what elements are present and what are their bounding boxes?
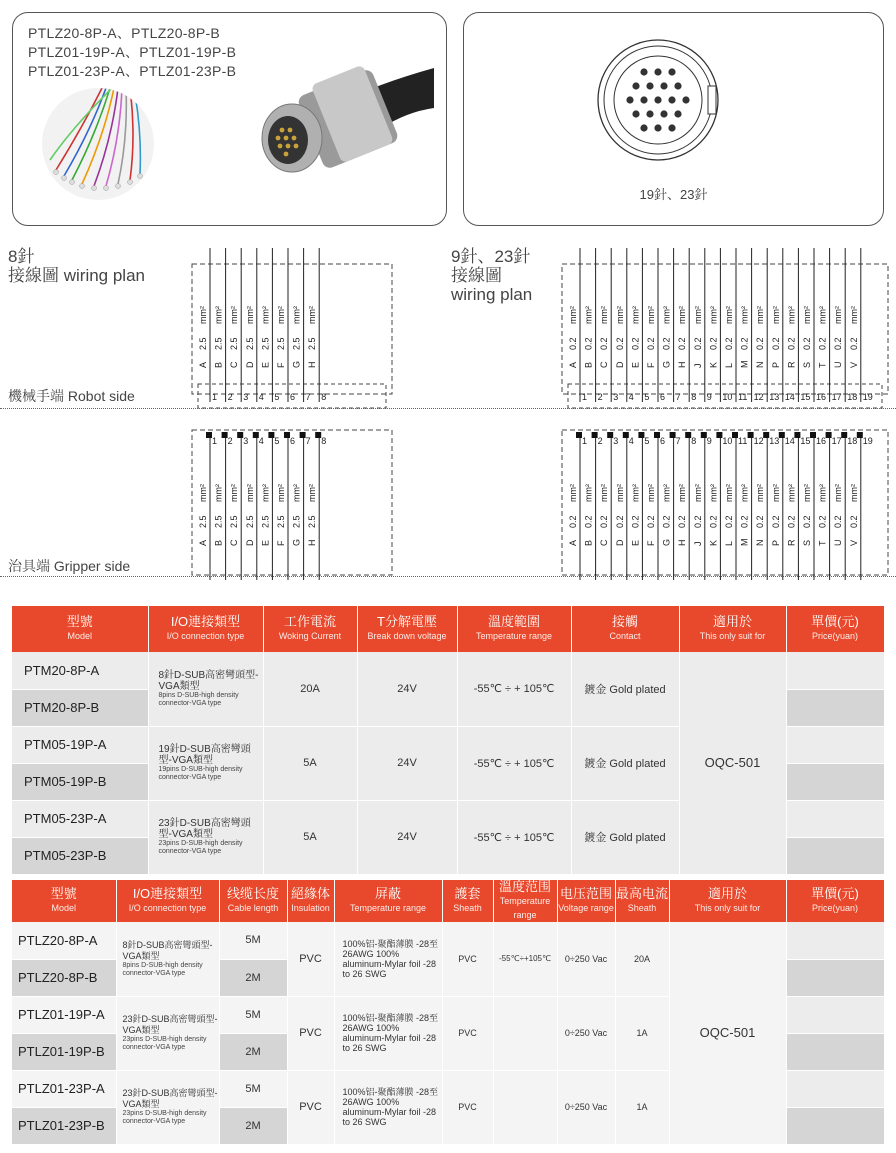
price-cell bbox=[786, 1033, 884, 1070]
column-header-en: Cable length bbox=[227, 903, 279, 913]
pin-number: 8 bbox=[321, 392, 327, 402]
current-cell: 20A bbox=[263, 652, 357, 726]
pin-number: 14 bbox=[784, 392, 795, 402]
wire-label: G0.2mm² bbox=[661, 306, 672, 368]
contact-cell: 鍍金 Gold plated bbox=[571, 652, 679, 726]
wire-label: T0.2mm² bbox=[817, 306, 828, 368]
model-cell: PTLZ01-19P-B bbox=[12, 1033, 116, 1070]
wire-label: J0.2mm² bbox=[692, 484, 703, 546]
wire-label: B0.2mm² bbox=[583, 484, 594, 546]
column-header-cn: 接觸 bbox=[611, 614, 638, 629]
wire-label: A2.5mm² bbox=[198, 306, 208, 368]
pin-number: 7 bbox=[305, 436, 311, 446]
wire-label: C0.2mm² bbox=[599, 484, 610, 546]
wire-label: B2.5mm² bbox=[213, 306, 224, 368]
wire-label: D2.5mm² bbox=[244, 306, 255, 368]
pin-number: 8 bbox=[321, 436, 327, 446]
current-cell: 20A bbox=[615, 922, 669, 996]
column-header bbox=[679, 606, 786, 652]
temperature-cell: -55℃ ÷ + 105℃ bbox=[457, 652, 571, 726]
column-header bbox=[493, 880, 557, 922]
desc-en: 8pins D-SUB-high density connector-VGA type bbox=[122, 961, 203, 977]
column-header bbox=[571, 606, 679, 652]
desc-cn: 23針D-SUB高密彎頭型-VGA類型 bbox=[122, 1088, 218, 1109]
wire-label: G2.5mm² bbox=[291, 484, 302, 546]
desc-en: 8pins D-SUB-high density connector-VGA type bbox=[158, 691, 239, 707]
pin-number: 17 bbox=[831, 436, 842, 446]
column-header-cn: T分解電壓 bbox=[377, 614, 437, 629]
column-header bbox=[457, 606, 571, 652]
column-header-cn: 單價(元) bbox=[811, 614, 859, 629]
pin-number: 10 bbox=[722, 392, 733, 402]
model-cell: PTM05-19P-A bbox=[12, 726, 148, 763]
wire-label: B0.2mm² bbox=[583, 306, 594, 368]
wire-label: U0.2mm² bbox=[833, 484, 844, 546]
pin-number: 5 bbox=[644, 436, 650, 446]
pin-number: 16 bbox=[816, 436, 827, 446]
column-header-cn: I/O連接類型 bbox=[132, 886, 203, 901]
pin-number: 7 bbox=[305, 392, 311, 402]
current-cell: 1A bbox=[615, 1070, 669, 1144]
column-header-en: This only suit for bbox=[694, 903, 761, 913]
wire-label: A2.5mm² bbox=[198, 484, 208, 546]
model-cell: PTM05-23P-B bbox=[12, 837, 148, 874]
column-header-cn: 电压范围 bbox=[559, 886, 612, 901]
voltage-cell: 24V bbox=[357, 652, 457, 726]
pin-number: 16 bbox=[816, 392, 827, 402]
current-cell: 1A bbox=[615, 996, 669, 1070]
current-cell: 5A bbox=[263, 800, 357, 874]
wire-label: H2.5mm² bbox=[307, 306, 318, 368]
column-header bbox=[615, 880, 669, 922]
column-header bbox=[669, 880, 786, 922]
wire-label: G2.5mm² bbox=[291, 306, 302, 368]
column-header-cn: 單價(元) bbox=[811, 886, 859, 901]
wire-label: C2.5mm² bbox=[229, 484, 240, 546]
pin-number: 12 bbox=[753, 436, 764, 446]
insulation-cell: PVC bbox=[287, 996, 334, 1070]
column-header bbox=[219, 880, 287, 922]
model-cell: PTM20-8P-A bbox=[12, 652, 148, 689]
wire-label: T0.2mm² bbox=[817, 484, 828, 546]
wire-label: P0.2mm² bbox=[770, 306, 781, 368]
shield-cell: 100%铝-聚酯薄膜 -28至26AWG 100% aluminum-Mylar foil -28 to 26 SWG bbox=[334, 1070, 442, 1144]
column-header-cn: 護套 bbox=[454, 886, 481, 901]
column-header-en: Sheath bbox=[627, 903, 657, 913]
wire-label: H0.2mm² bbox=[677, 306, 688, 368]
model-cell: PTLZ01-19P-A bbox=[12, 996, 116, 1033]
insulation-cell: PVC bbox=[287, 922, 334, 996]
model-cell: PTM05-23P-A bbox=[12, 800, 148, 837]
column-header bbox=[12, 606, 148, 652]
robot-side-label: 機械手端 Robot side bbox=[8, 388, 135, 404]
sheath-cell: PVC bbox=[442, 996, 493, 1070]
column-header bbox=[786, 880, 884, 922]
current-cell: 5A bbox=[263, 726, 357, 800]
pin-number: 1 bbox=[582, 436, 588, 446]
pin-number: 7 bbox=[675, 436, 681, 446]
pin-number: 2 bbox=[597, 392, 603, 402]
pin-number: 4 bbox=[628, 436, 634, 446]
column-header-en: Temperature range bbox=[499, 896, 551, 920]
length-cell: 5M bbox=[219, 922, 287, 959]
column-header-en: I/O connection type bbox=[128, 903, 207, 913]
column-header bbox=[148, 606, 263, 652]
pin-number: 17 bbox=[831, 392, 842, 402]
pin-number: 15 bbox=[800, 392, 811, 402]
column-header bbox=[116, 880, 219, 922]
pin-number: 13 bbox=[769, 392, 780, 402]
connection-type-cell bbox=[148, 800, 263, 874]
suit-cell: OQC-501 bbox=[679, 652, 786, 874]
wire-label: M0.2mm² bbox=[739, 306, 750, 368]
column-header-cn: 適用於 bbox=[707, 886, 747, 901]
desc-cn: 19針D-SUB高密彎頭型-VGA類型 bbox=[158, 744, 251, 766]
pin-number: 19 bbox=[862, 436, 873, 446]
wire-label: F2.5mm² bbox=[276, 306, 286, 368]
price-cell bbox=[786, 800, 884, 837]
connection-type-cell bbox=[116, 1070, 219, 1144]
pin-number: 18 bbox=[847, 392, 858, 402]
pin-number: 13 bbox=[769, 436, 780, 446]
column-header-en: I/O connection type bbox=[166, 631, 245, 641]
desc-en: 23pins D-SUB-high density connector-VGA type bbox=[122, 1036, 207, 1051]
pin-number: 9 bbox=[706, 392, 712, 402]
connector-photo bbox=[248, 50, 434, 190]
contact-cell: 鍍金 Gold plated bbox=[571, 726, 679, 800]
voltage-cell: 24V bbox=[357, 800, 457, 874]
price-cell bbox=[786, 763, 884, 800]
wire-label: J0.2mm² bbox=[692, 306, 703, 368]
sheath-cell: PVC bbox=[442, 1070, 493, 1144]
wire-label: L0.2mm² bbox=[724, 484, 734, 546]
wire-label: S0.2mm² bbox=[802, 484, 812, 546]
wire-label: C2.5mm² bbox=[229, 306, 240, 368]
column-header-en: Temperature range bbox=[475, 631, 553, 641]
pin-number: 4 bbox=[258, 392, 264, 402]
pin-number: 18 bbox=[847, 436, 858, 446]
column-header-en: Voltage range bbox=[558, 903, 614, 913]
wire-label: R0.2mm² bbox=[786, 306, 797, 368]
price-cell bbox=[786, 1070, 884, 1107]
column-header-en: Price(yuan) bbox=[811, 903, 858, 913]
shield-cell: 100%铝-聚酯薄膜 -28至26AWG 100% aluminum-Mylar foil -28 to 26 SWG bbox=[334, 922, 442, 996]
wire-label: P0.2mm² bbox=[770, 484, 781, 546]
wiring19-title-line: 接線圖 bbox=[451, 266, 502, 285]
column-header-cn: 工作電流 bbox=[283, 614, 336, 629]
wire-label: B2.5mm² bbox=[213, 484, 224, 546]
pin-number: 5 bbox=[274, 392, 280, 402]
pin-number: 2 bbox=[227, 436, 233, 446]
temperature-cell: -55℃ ÷ + 105℃ bbox=[457, 800, 571, 874]
wiring8-title-line: 8針 bbox=[8, 247, 35, 266]
pin-caption: 19針、23針 bbox=[639, 187, 708, 202]
wire-label: G0.2mm² bbox=[661, 484, 672, 546]
wire-label: V0.2mm² bbox=[848, 306, 859, 368]
pin-number: 1 bbox=[582, 392, 588, 402]
wire-label: H0.2mm² bbox=[677, 484, 688, 546]
temperature-cell: -55℃ ÷ + 105℃ bbox=[457, 726, 571, 800]
wire-label: C0.2mm² bbox=[599, 306, 610, 368]
wire-label: A0.2mm² bbox=[568, 306, 578, 368]
pin-number: 5 bbox=[644, 392, 650, 402]
price-cell bbox=[786, 652, 884, 689]
wire-label: D2.5mm² bbox=[244, 484, 255, 546]
wire-label: M0.2mm² bbox=[739, 484, 750, 546]
column-header-cn: 適用於 bbox=[712, 614, 752, 629]
pin-number: 5 bbox=[274, 436, 280, 446]
pin-number: 3 bbox=[613, 392, 619, 402]
suit-cell: OQC-501 bbox=[669, 922, 786, 1144]
pin-number: 3 bbox=[243, 392, 249, 402]
model-list bbox=[28, 24, 236, 81]
column-header-en: Contact bbox=[609, 631, 641, 641]
column-header-cn: 线缆长度 bbox=[226, 886, 279, 901]
length-cell: 2M bbox=[219, 959, 287, 996]
shield-cell: 100%铝-聚酯薄膜 -28至26AWG 100% aluminum-Mylar foil -28 to 26 SWG bbox=[334, 996, 442, 1070]
column-header-cn: 溫度范围 bbox=[498, 879, 551, 894]
model-line: PTLZ01-19P-A、PTLZ01-19P-B bbox=[28, 44, 237, 60]
column-header bbox=[287, 880, 334, 922]
spec-table-1 bbox=[12, 606, 885, 875]
pin-number: 2 bbox=[597, 436, 603, 446]
wire-label: K0.2mm² bbox=[708, 306, 719, 368]
wiring8-title bbox=[8, 247, 145, 285]
wiring8-diagram bbox=[190, 244, 400, 589]
pin-number: 10 bbox=[722, 436, 733, 446]
wire-label: F0.2mm² bbox=[646, 484, 656, 546]
model-cell: PTM05-19P-B bbox=[12, 763, 148, 800]
column-header-en: Temperature range bbox=[349, 903, 427, 913]
wiring19-title-line: wiring plan bbox=[451, 285, 533, 304]
wire-label: E2.5mm² bbox=[260, 306, 271, 368]
length-cell: 2M bbox=[219, 1107, 287, 1144]
wire-label: A0.2mm² bbox=[568, 484, 578, 546]
desc-cn: 8針D-SUB高密彎頭型-VGA類型 bbox=[122, 939, 213, 961]
column-header-cn: 型號 bbox=[66, 614, 93, 629]
temperature-cell bbox=[493, 1070, 557, 1144]
top-frame bbox=[192, 264, 392, 394]
pin-number: 1 bbox=[212, 436, 218, 446]
wire-label: R0.2mm² bbox=[786, 484, 797, 546]
wire-label: E2.5mm² bbox=[260, 484, 271, 546]
pin-number: 19 bbox=[862, 392, 873, 402]
insulation-cell: PVC bbox=[287, 1070, 334, 1144]
table-row bbox=[12, 922, 884, 959]
pin-number: 6 bbox=[660, 436, 666, 446]
pin-number: 15 bbox=[800, 436, 811, 446]
pin-number: 4 bbox=[258, 436, 264, 446]
connection-type-cell bbox=[148, 726, 263, 800]
pin-number: 8 bbox=[691, 436, 697, 446]
cable-wires-photo bbox=[42, 88, 154, 200]
pin-number: 11 bbox=[738, 392, 748, 402]
pin-face-diagram bbox=[594, 36, 722, 164]
length-cell: 5M bbox=[219, 996, 287, 1033]
spec-table-2 bbox=[12, 880, 885, 1145]
wire-label: D0.2mm² bbox=[614, 306, 625, 368]
pin-number: 6 bbox=[290, 392, 296, 402]
temperature-cell: -55℃÷+105℃ bbox=[493, 922, 557, 996]
pin-number: 14 bbox=[784, 436, 795, 446]
pin-number: 4 bbox=[628, 392, 634, 402]
column-header-en: Model bbox=[51, 903, 76, 913]
wire-label: F0.2mm² bbox=[646, 306, 656, 368]
contact-cell: 鍍金 Gold plated bbox=[571, 800, 679, 874]
price-cell bbox=[786, 837, 884, 874]
wire-label: D0.2mm² bbox=[614, 484, 625, 546]
price-cell bbox=[786, 996, 884, 1033]
wire-label: V0.2mm² bbox=[848, 484, 859, 546]
temperature-cell bbox=[493, 996, 557, 1070]
wire-label: L0.2mm² bbox=[724, 306, 734, 368]
price-cell bbox=[786, 1107, 884, 1144]
wiring19-title-line: 9針、23針 bbox=[451, 247, 531, 266]
table-row bbox=[12, 652, 884, 689]
column-header-en: Insulation bbox=[291, 903, 330, 913]
voltage-cell: 0÷250 Vac bbox=[557, 1070, 615, 1144]
model-cell: PTLZ20-8P-B bbox=[12, 959, 116, 996]
desc-cn: 23針D-SUB高密彎頭型-VGA類型 bbox=[122, 1014, 218, 1035]
column-header-en: Woking Current bbox=[278, 631, 342, 641]
pin-number: 7 bbox=[675, 392, 681, 402]
length-cell: 2M bbox=[219, 1033, 287, 1070]
wire-label: N0.2mm² bbox=[755, 306, 766, 368]
column-header bbox=[334, 880, 442, 922]
wire-label: K0.2mm² bbox=[708, 484, 719, 546]
price-cell bbox=[786, 922, 884, 959]
pin-number: 6 bbox=[660, 392, 666, 402]
column-header-en: This only suit for bbox=[699, 631, 766, 641]
column-header-cn: 溫度範圍 bbox=[487, 614, 540, 629]
column-header-cn: 最高电流 bbox=[615, 886, 668, 901]
price-cell bbox=[786, 959, 884, 996]
column-header bbox=[786, 606, 884, 652]
desc-cn: 8針D-SUB高密彎頭型-VGA類型 bbox=[158, 669, 259, 692]
pin-number: 9 bbox=[706, 436, 712, 446]
pin-number: 6 bbox=[290, 436, 296, 446]
desc-en: 19pins D-SUB-high density connector-VGA type bbox=[158, 766, 243, 781]
wire-label: E0.2mm² bbox=[630, 306, 641, 368]
model-cell: PTM20-8P-B bbox=[12, 689, 148, 726]
column-header-en: Break down voltage bbox=[367, 631, 447, 641]
desc-en: 23pins D-SUB-high density connector-VGA type bbox=[158, 840, 243, 855]
column-header-en: Model bbox=[67, 631, 92, 641]
sheath-cell: PVC bbox=[442, 922, 493, 996]
price-cell bbox=[786, 689, 884, 726]
voltage-cell: 0÷250 Vac bbox=[557, 996, 615, 1070]
column-header bbox=[557, 880, 615, 922]
column-header-cn: 屏蔽 bbox=[374, 886, 401, 901]
pin-number: 1 bbox=[212, 392, 218, 402]
column-header bbox=[263, 606, 357, 652]
price-cell bbox=[786, 726, 884, 763]
wiring8-title-line: 接線圖 wiring plan bbox=[8, 266, 145, 285]
column-header-en: Price(yuan) bbox=[811, 631, 858, 641]
wire-label: U0.2mm² bbox=[833, 306, 844, 368]
model-line: PTLZ01-23P-A、PTLZ01-23P-B bbox=[28, 63, 237, 79]
model-cell: PTLZ01-23P-B bbox=[12, 1107, 116, 1144]
pin-number: 12 bbox=[753, 392, 764, 402]
connection-type-cell bbox=[148, 652, 263, 726]
connection-type-cell bbox=[116, 996, 219, 1070]
wire-label: F2.5mm² bbox=[276, 484, 286, 546]
wiring19-title bbox=[451, 247, 532, 304]
pin-number: 2 bbox=[227, 392, 233, 402]
wiring19-diagram bbox=[560, 244, 890, 589]
column-header bbox=[357, 606, 457, 652]
model-line: PTLZ20-8P-A、PTLZ20-8P-B bbox=[28, 25, 221, 41]
voltage-cell: 24V bbox=[357, 726, 457, 800]
pin-number: 3 bbox=[243, 436, 249, 446]
column-header-cn: 型號 bbox=[50, 886, 77, 901]
column-header-cn: I/O連接類型 bbox=[170, 614, 241, 629]
length-cell: 5M bbox=[219, 1070, 287, 1107]
wire-label: H2.5mm² bbox=[307, 484, 318, 546]
connection-type-cell bbox=[116, 922, 219, 996]
pin-number: 11 bbox=[738, 436, 748, 446]
voltage-cell: 0÷250 Vac bbox=[557, 922, 615, 996]
gripper-side-label: 治具端 Gripper side bbox=[8, 558, 131, 574]
column-header bbox=[442, 880, 493, 922]
desc-cn: 23針D-SUB高密彎頭型-VGA類型 bbox=[158, 818, 251, 840]
model-cell: PTLZ01-23P-A bbox=[12, 1070, 116, 1107]
column-header-en: Sheath bbox=[453, 903, 482, 913]
pin-number: 3 bbox=[613, 436, 619, 446]
column-header bbox=[12, 880, 116, 922]
desc-en: 23pins D-SUB-high density connector-VGA type bbox=[122, 1110, 207, 1125]
model-cell: PTLZ20-8P-A bbox=[12, 922, 116, 959]
pin-number: 8 bbox=[691, 392, 697, 402]
column-header-cn: 絕緣体 bbox=[290, 886, 330, 901]
wire-label: S0.2mm² bbox=[802, 306, 812, 368]
wire-label: N0.2mm² bbox=[755, 484, 766, 546]
wire-label: E0.2mm² bbox=[630, 484, 641, 546]
